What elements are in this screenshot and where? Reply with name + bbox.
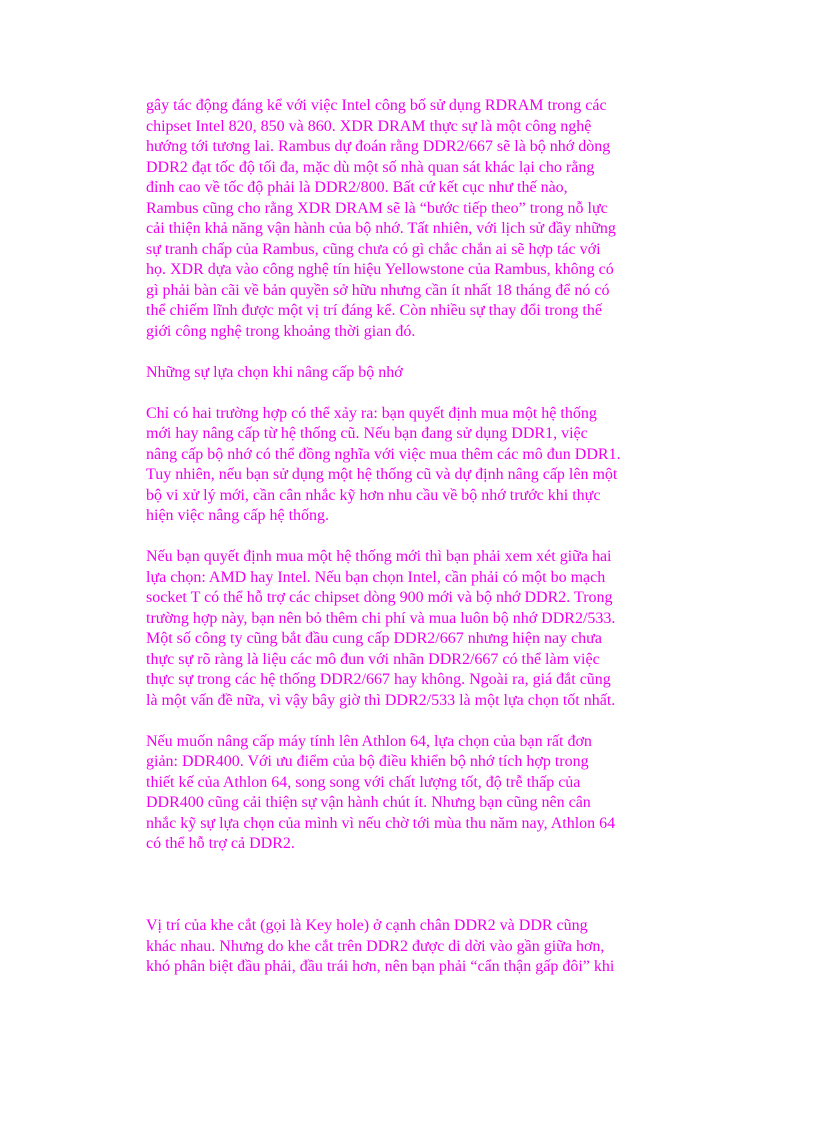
text-line: thể chiếm lĩnh được một vị trí đáng kể. Còn nhiều sự thay đổi trong thế	[146, 302, 602, 319]
text-line: cải thiện khả năng vận hành của bộ nhớ. Tất nhiên, với lịch sử đầy những	[146, 220, 616, 237]
text-line: khác nhau. Nhưng do khe cắt trên DDR2 được di dời vào gần giữa hơn,	[146, 937, 605, 955]
text-line: giới công nghệ trong khoảng thời gian đó.	[146, 322, 416, 340]
text-line: lựa chọn: AMD hay Intel. Nếu bạn chọn Intel, cần phải có một bo mạch	[146, 568, 606, 586]
paragraph-xdr-dram	[146, 96, 676, 342]
text-line: gì phải bàn cãi về bản quyền sở hữu nhưng cần ít nhất 18 tháng để nó có	[146, 281, 610, 299]
paragraph-upgrade-cases	[146, 404, 676, 527]
text-line: hiện việc nâng cấp hệ thống.	[146, 507, 330, 524]
text-line: có thể hỗ trợ cả DDR2.	[146, 835, 295, 852]
text-line: nâng cấp bộ nhớ có thể đồng nghĩa với việc mua thêm các mô đun DDR1.	[146, 445, 621, 463]
text-line: họ. XDR dựa vào công nghệ tín hiệu Yellowstone của Rambus, không có	[146, 261, 614, 278]
paragraph-athlon-upgrade	[146, 732, 676, 855]
text-line: đỉnh cao về tốc độ phải là DDR2/800. Bất cứ kết cục như thế nào,	[146, 179, 568, 196]
text-line: thực sự rõ ràng là liệu các mô đun với nhãn DDR2/667 có thể làm việc	[146, 650, 600, 668]
text-line: thiết kế của Athlon 64, song song với chất lượng tốt, độ trễ thấp của	[146, 773, 581, 791]
text-line: Nếu bạn quyết định mua một hệ thống mới thì bạn phải xem xét giữa hai	[146, 548, 612, 565]
text-line: khó phân biệt đầu phải, đầu trái hơn, nên bạn phải “cẩn thận gấp đôi” khi	[146, 958, 615, 975]
text-line: bộ vi xử lý mới, cần cân nhắc kỹ hơn nhu cầu về bộ nhớ trước khi thực	[146, 486, 601, 504]
paragraph-spacer	[146, 383, 676, 404]
paragraph-spacer	[146, 711, 676, 732]
document-page	[146, 96, 676, 978]
paragraph-spacer	[146, 527, 676, 548]
text-line: socket T có thể hỗ trợ các chipset dòng 900 mới và bộ nhớ DDR2. Trong	[146, 589, 613, 606]
paragraph-key-hole	[146, 916, 676, 978]
text-line: Một số công ty cũng bắt đầu cung cấp DDR2/667 nhưng hiện nay chưa	[146, 630, 602, 647]
text-line: nhắc kỹ sự lựa chọn của mình vì nếu chờ tới mùa thu năm nay, Athlon 64	[146, 814, 616, 832]
paragraph-spacer	[146, 855, 676, 896]
text-line: Tuy nhiên, nếu bạn sử dụng một hệ thống cũ và dự định nâng cấp lên một	[146, 466, 618, 483]
text-line: DDR2 đạt tốc độ tối đa, mặc dù một số nhà quan sát khác lại cho rằng	[146, 158, 595, 176]
text-line: Chỉ có hai trường hợp có thể xảy ra: bạn quyết định mua một hệ thống	[146, 404, 597, 422]
text-line: chipset Intel 820, 850 và 860. XDR DRAM thực sự là một công nghệ	[146, 117, 592, 135]
paragraph-spacer	[146, 342, 676, 363]
text-line: DDR400 cũng cải thiện sự vận hành chút ít. Nhưng bạn cũng nên cân	[146, 794, 591, 811]
section-heading	[146, 363, 676, 384]
heading-text: Những sự lựa chọn khi nâng cấp bộ nhớ	[146, 363, 403, 381]
text-line: Nếu muốn nâng cấp máy tính lên Athlon 64, lựa chọn của bạn rất đơn	[146, 732, 592, 750]
text-line: Vị trí của khe cắt (gọi là Key hole) ở cạnh chân DDR2 và DDR cũng	[146, 917, 588, 934]
text-line: hướng tới tương lai. Rambus dự đoán rằng DDR2/667 sẽ là bộ nhớ dòng	[146, 138, 611, 155]
text-line: trường hợp này, bạn nên bỏ thêm chi phí và mua luôn bộ nhớ DDR2/533.	[146, 609, 616, 627]
text-line: là một vấn đề nữa, vì vậy bây giờ thì DDR2/533 là một lựa chọn tốt nhất.	[146, 691, 616, 709]
text-line: giản: DDR400. Với ưu điểm của bộ điều khiển bộ nhớ tích hợp trong	[146, 753, 589, 770]
text-line: Rambus cũng cho rằng XDR DRAM sẽ là “bước tiếp theo” trong nỗ lực	[146, 199, 608, 217]
paragraph-spacer	[146, 896, 676, 917]
text-line: sự tranh chấp của Rambus, cũng chưa có gì chắc chắn ai sẽ hợp tác với	[146, 240, 601, 258]
text-line: thực sự trong các hệ thống DDR2/667 hay không. Ngoài ra, giá đắt cũng	[146, 671, 611, 688]
paragraph-new-system	[146, 547, 676, 711]
text-line: gây tác động đáng kể với việc Intel công bố sử dụng RDRAM trong các	[146, 97, 607, 114]
text-line: mới hay nâng cấp từ hệ thống cũ. Nếu bạn đang sử dụng DDR1, việc	[146, 425, 588, 442]
